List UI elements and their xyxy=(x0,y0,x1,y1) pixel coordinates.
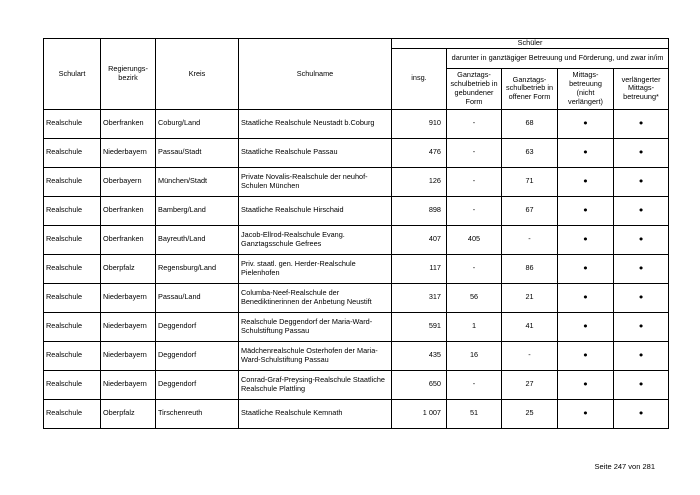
header-bezirk-label: Regierungs- bezirk xyxy=(108,64,148,82)
cell-offen: 25 xyxy=(502,399,558,428)
table-row xyxy=(44,167,669,196)
cell-schulname: Priv. staatl. gen. Herder-Realschule Pielenhofen xyxy=(239,254,392,283)
cell-insg: 650 xyxy=(392,370,447,399)
header-mittag xyxy=(558,68,614,109)
header-mittag-label: Mittags- betreuung (nicht verlängert) xyxy=(568,70,603,106)
cell-schulname: Staatliche Realschule Passau xyxy=(239,138,392,167)
cell-insg: 591 xyxy=(392,312,447,341)
cell-bezirk: Niederbayern xyxy=(101,312,156,341)
table-row xyxy=(44,196,669,225)
cell-verl: ● xyxy=(614,138,669,167)
table-row xyxy=(44,225,669,254)
cell-bezirk: Niederbayern xyxy=(101,138,156,167)
cell-kreis: Bayreuth/Land xyxy=(156,225,239,254)
cell-insg: 898 xyxy=(392,196,447,225)
cell-gebunden: - xyxy=(447,167,502,196)
cell-gebunden: - xyxy=(447,196,502,225)
cell-offen: 68 xyxy=(502,109,558,138)
header-offen-label: Ganztags- schulbetrieb in offener Form xyxy=(505,74,554,102)
table-row xyxy=(44,399,669,428)
cell-gebunden: 405 xyxy=(447,225,502,254)
cell-offen: - xyxy=(502,225,558,254)
cell-kreis: Deggendorf xyxy=(156,312,239,341)
cell-bezirk: Niederbayern xyxy=(101,283,156,312)
cell-gebunden: 1 xyxy=(447,312,502,341)
cell-verl: ● xyxy=(614,196,669,225)
header-gebunden xyxy=(447,68,502,109)
cell-mittag: ● xyxy=(558,196,614,225)
cell-offen: 21 xyxy=(502,283,558,312)
header-offen xyxy=(502,68,558,109)
cell-schulname: Private Novalis-Realschule der neuhof-Schulen München xyxy=(239,167,392,196)
cell-mittag: ● xyxy=(558,341,614,370)
cell-insg: 126 xyxy=(392,167,447,196)
table-row xyxy=(44,312,669,341)
cell-mittag: ● xyxy=(558,138,614,167)
cell-bezirk: Oberbayern xyxy=(101,167,156,196)
cell-offen: - xyxy=(502,341,558,370)
cell-schulname: Realschule Deggendorf der Maria-Ward-Schulstiftung Passau xyxy=(239,312,392,341)
cell-insg: 407 xyxy=(392,225,447,254)
cell-insg: 435 xyxy=(392,341,447,370)
cell-gebunden: - xyxy=(447,254,502,283)
cell-gebunden: - xyxy=(447,138,502,167)
cell-gebunden: 51 xyxy=(447,399,502,428)
header-verl xyxy=(614,68,669,109)
header-schulname: Schulname xyxy=(239,39,392,110)
header-darunter: darunter in ganztägiger Betreuung und Förderung, und zwar in/im xyxy=(447,48,669,68)
cell-kreis: Deggendorf xyxy=(156,341,239,370)
cell-kreis: Passau/Stadt xyxy=(156,138,239,167)
cell-mittag: ● xyxy=(558,283,614,312)
cell-insg: 317 xyxy=(392,283,447,312)
cell-kreis: Deggendorf xyxy=(156,370,239,399)
cell-schulart: Realschule xyxy=(44,225,101,254)
cell-insg: 1 007 xyxy=(392,399,447,428)
cell-offen: 41 xyxy=(502,312,558,341)
cell-schulart: Realschule xyxy=(44,341,101,370)
table-row xyxy=(44,254,669,283)
page-number: Seite 247 von 281 xyxy=(594,462,655,471)
cell-insg: 910 xyxy=(392,109,447,138)
cell-bezirk: Niederbayern xyxy=(101,341,156,370)
cell-kreis: Regensburg/Land xyxy=(156,254,239,283)
cell-offen: 71 xyxy=(502,167,558,196)
table-row xyxy=(44,109,669,138)
cell-verl: ● xyxy=(614,283,669,312)
cell-bezirk: Oberpfalz xyxy=(101,254,156,283)
cell-bezirk: Oberpfalz xyxy=(101,399,156,428)
cell-schulname: Staatliche Realschule Hirschaid xyxy=(239,196,392,225)
cell-offen: 63 xyxy=(502,138,558,167)
header-insg: insg. xyxy=(392,48,447,109)
cell-verl: ● xyxy=(614,370,669,399)
header-schulart: Schulart xyxy=(44,39,101,110)
cell-schulart: Realschule xyxy=(44,167,101,196)
cell-gebunden: 16 xyxy=(447,341,502,370)
header-verl-label: verlängerter Mittags- betreuung* xyxy=(621,74,661,102)
cell-gebunden: 56 xyxy=(447,283,502,312)
cell-kreis: München/Stadt xyxy=(156,167,239,196)
cell-schulart: Realschule xyxy=(44,254,101,283)
cell-verl: ● xyxy=(614,254,669,283)
cell-verl: ● xyxy=(614,167,669,196)
cell-offen: 86 xyxy=(502,254,558,283)
header-gebunden-label: Ganztags- schulbetrieb in gebundener Form xyxy=(450,70,498,106)
cell-mittag: ● xyxy=(558,254,614,283)
cell-mittag: ● xyxy=(558,167,614,196)
cell-offen: 67 xyxy=(502,196,558,225)
cell-schulname: Columba-Neef-Realschule der Benediktinerinnen der Anbetung Neustift xyxy=(239,283,392,312)
cell-verl: ● xyxy=(614,341,669,370)
cell-schulart: Realschule xyxy=(44,196,101,225)
cell-schulart: Realschule xyxy=(44,312,101,341)
cell-mittag: ● xyxy=(558,370,614,399)
cell-mittag: ● xyxy=(558,225,614,254)
cell-schulname: Jacob-Ellrod-Realschule Evang. Ganztagsschule Gefrees xyxy=(239,225,392,254)
cell-kreis: Passau/Land xyxy=(156,283,239,312)
cell-offen: 27 xyxy=(502,370,558,399)
cell-schulart: Realschule xyxy=(44,283,101,312)
cell-verl: ● xyxy=(614,312,669,341)
table-row xyxy=(44,341,669,370)
header-kreis: Kreis xyxy=(156,39,239,110)
cell-bezirk: Oberfranken xyxy=(101,109,156,138)
cell-verl: ● xyxy=(614,109,669,138)
cell-mittag: ● xyxy=(558,109,614,138)
cell-schulart: Realschule xyxy=(44,138,101,167)
table-header xyxy=(44,39,669,110)
cell-schulart: Realschule xyxy=(44,370,101,399)
cell-kreis: Coburg/Land xyxy=(156,109,239,138)
cell-schulart: Realschule xyxy=(44,399,101,428)
table-row xyxy=(44,138,669,167)
cell-verl: ● xyxy=(614,399,669,428)
cell-bezirk: Oberfranken xyxy=(101,196,156,225)
table-row xyxy=(44,283,669,312)
cell-verl: ● xyxy=(614,225,669,254)
school-table xyxy=(43,38,669,429)
cell-bezirk: Niederbayern xyxy=(101,370,156,399)
cell-schulname: Conrad-Graf-Preysing-Realschule Staatliche Realschule Plattling xyxy=(239,370,392,399)
cell-bezirk: Oberfranken xyxy=(101,225,156,254)
cell-mittag: ● xyxy=(558,399,614,428)
cell-kreis: Bamberg/Land xyxy=(156,196,239,225)
cell-kreis: Tirschenreuth xyxy=(156,399,239,428)
cell-gebunden: - xyxy=(447,109,502,138)
cell-gebunden: - xyxy=(447,370,502,399)
cell-schulname: Staatliche Realschule Neustadt b.Coburg xyxy=(239,109,392,138)
table-row xyxy=(44,370,669,399)
header-bezirk xyxy=(101,39,156,110)
header-schueler: Schüler xyxy=(392,39,669,49)
cell-schulname: Staatliche Realschule Kemnath xyxy=(239,399,392,428)
cell-mittag: ● xyxy=(558,312,614,341)
cell-schulart: Realschule xyxy=(44,109,101,138)
table-body xyxy=(44,109,669,428)
cell-insg: 476 xyxy=(392,138,447,167)
cell-schulname: Mädchenrealschule Osterhofen der Maria-Ward-Schulstiftung Passau xyxy=(239,341,392,370)
cell-insg: 117 xyxy=(392,254,447,283)
